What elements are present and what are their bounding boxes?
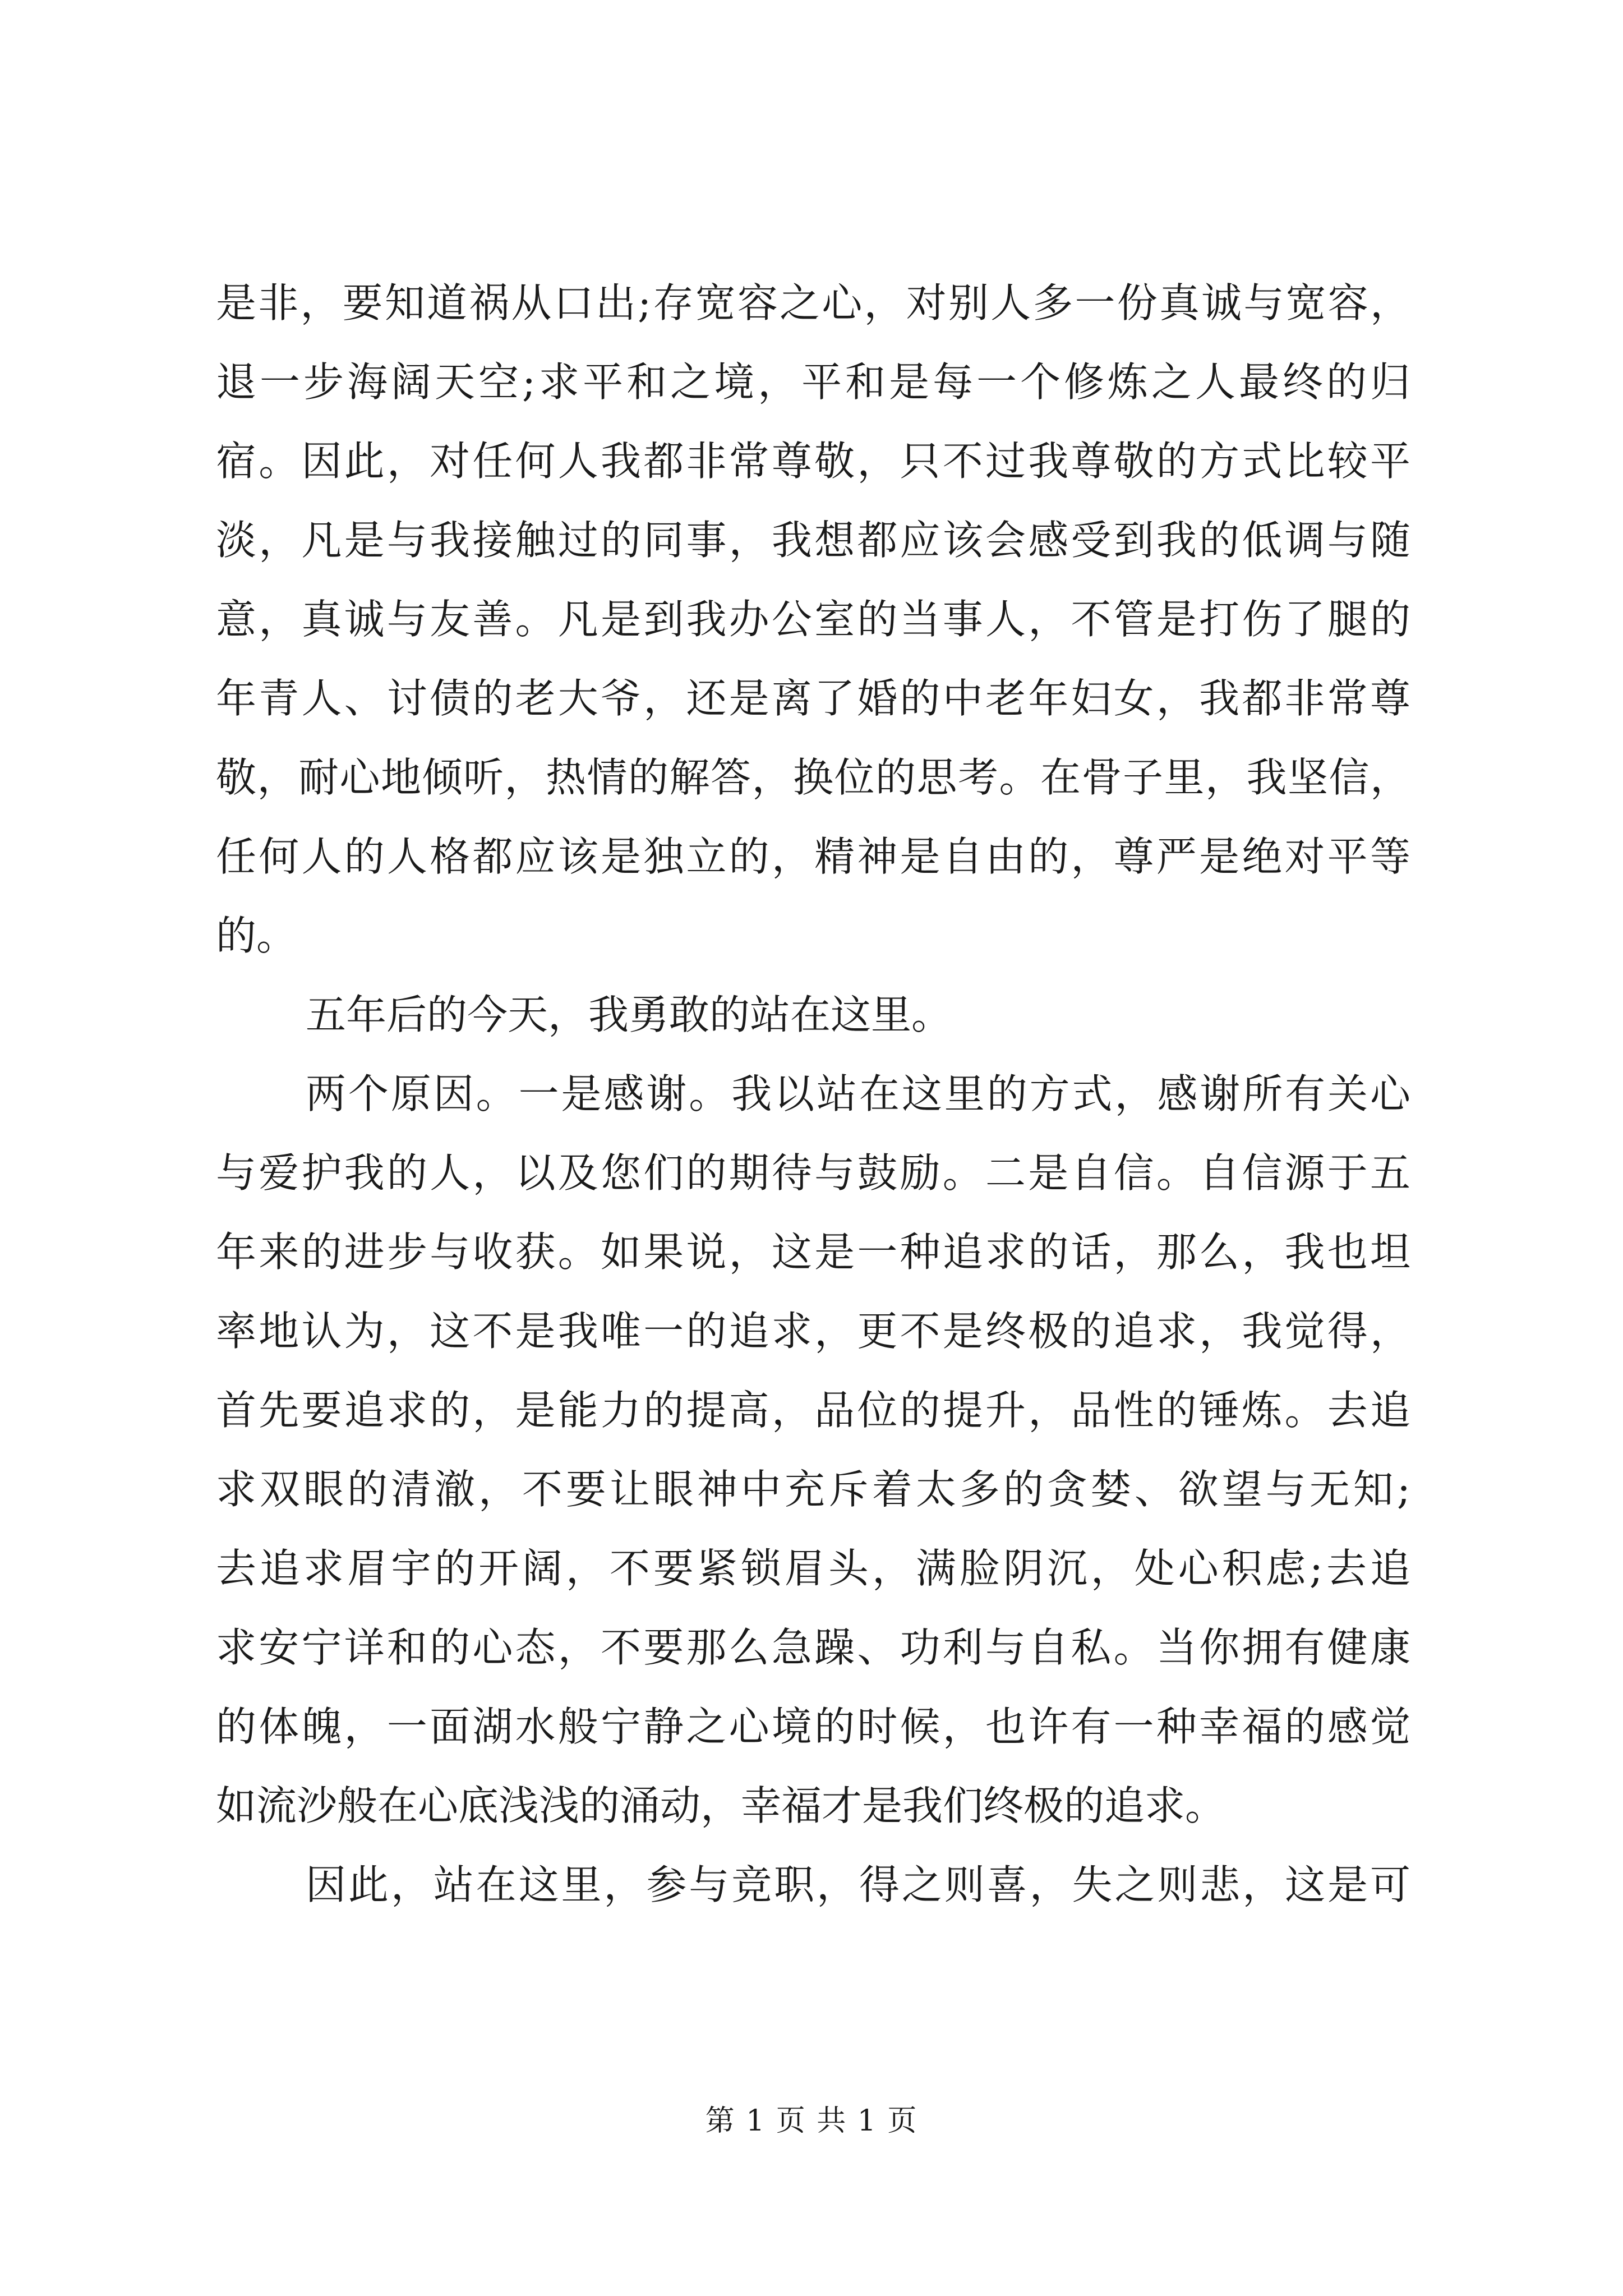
text-line: 首先要追求的，是能力的提高，品位的提升，品性的锤炼。去追 [216, 1387, 1410, 1434]
text-line: 五年后的今天，我勇敢的站在这里。 [306, 991, 952, 1038]
text-line: 如流沙般在心底浅浅的涌动，幸福才是我们终极的追求。 [216, 1782, 1226, 1829]
text-line: 淡，凡是与我接触过的同事，我想都应该会感受到我的低调与随 [216, 517, 1410, 564]
text-line: 两个原因。一是感谢。我以站在这里的方式，感谢所有关心 [306, 1070, 1410, 1117]
text-line: 敬，耐心地倾听，热情的解答，换位的思考。在骨子里，我坚信， [216, 754, 1410, 801]
text-line: 年来的进步与收获。如果说，这是一种追求的话，那么，我也坦 [216, 1228, 1410, 1276]
text-line: 宿。因此，对任何人我都非常尊敬，只不过我尊敬的方式比较平 [216, 438, 1410, 485]
text-line: 与爱护我的人，以及您们的期待与鼓励。二是自信。自信源于五 [216, 1149, 1410, 1197]
document-body [216, 264, 1410, 1925]
text-line: 率地认为，这不是我唯一的追求，更不是终极的追求，我觉得， [216, 1308, 1410, 1355]
page-footer: 第 1 页 共 1 页 [705, 2104, 918, 2138]
text-line: 因此，站在这里，参与竞职，得之则喜，失之则悲，这是可 [306, 1861, 1410, 1908]
text-line: 意，真诚与友善。凡是到我办公室的当事人，不管是打伤了腿的 [216, 596, 1410, 643]
text-line: 的体魄，一面湖水般宁静之心境的时候，也许有一种幸福的感觉 [216, 1703, 1410, 1750]
text-line: 的。 [216, 912, 297, 959]
text-line: 年青人、讨债的老大爷，还是离了婚的中老年妇女，我都非常尊 [216, 675, 1410, 722]
text-line: 求双眼的清澈，不要让眼神中充斥着太多的贪婪、欲望与无知; [216, 1466, 1410, 1513]
text-line: 退一步海阔天空;求平和之境，平和是每一个修炼之人最终的归 [216, 358, 1410, 406]
text-line: 求安宁详和的心态，不要那么急躁、功利与自私。当你拥有健康 [216, 1624, 1410, 1671]
text-line: 去追求眉宇的开阔，不要紧锁眉头，满脸阴沉，处心积虑;去追 [216, 1545, 1410, 1592]
text-line: 任何人的人格都应该是独立的，精神是自由的，尊严是绝对平等 [216, 833, 1410, 880]
text-line: 是非，要知道祸从口出;存宽容之心，对别人多一份真诚与宽容， [216, 279, 1410, 326]
